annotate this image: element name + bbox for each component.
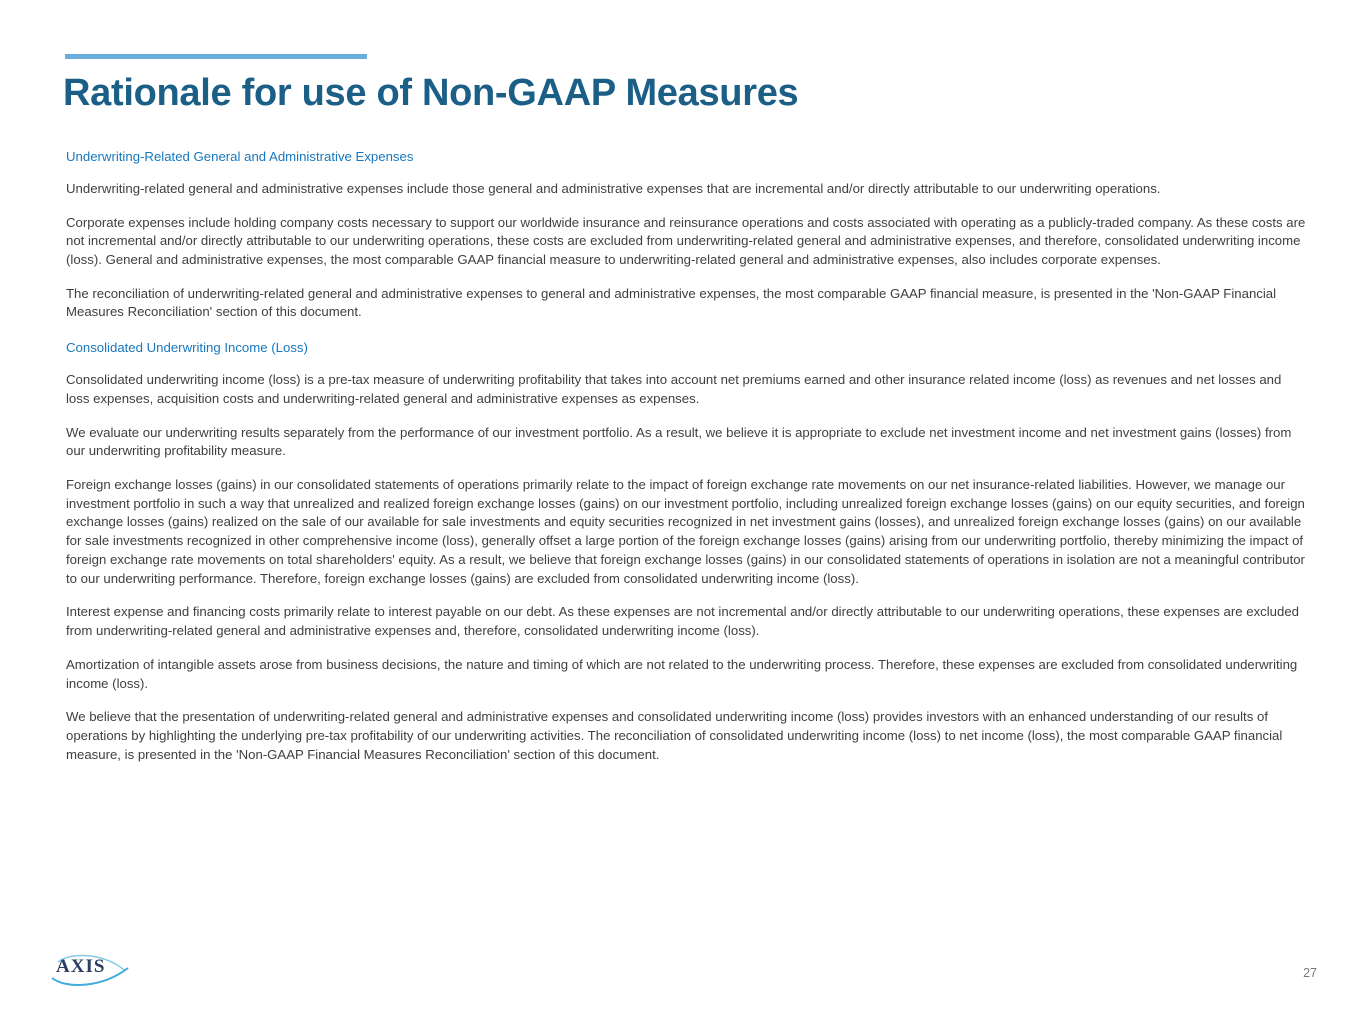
page-number: 27 — [1303, 966, 1317, 980]
svg-text:AXIS: AXIS — [56, 956, 106, 977]
section-heading: Consolidated Underwriting Income (Loss) — [66, 340, 308, 356]
paragraph: The reconciliation of underwriting-related general and administrative expenses to general and administrative expenses, the most comparable GAAP financial measure, is presented in the 'Non-GAAP Financial Measures Reconciliation' section of this document. — [66, 285, 1277, 320]
paragraph: Foreign exchange losses (gains) in our consolidated statements of operations primarily relate to the impact of foreign exchange rate movements on our net insurance-related liabilities. However, we manage our investment portfolio in such a way that unrealized and realized foreign exchange losses (gains) on our investment portfolio, including unrealized foreign exchange losses (gains) on our equity securities, and foreign exchange losses (gains) realized on the sale of our available for sale investments and equity securities recognized in net investment gains (losses), and unrealized foreign exchange losses (gains) on our available for sale investments recognized in other comprehensive income (loss), generally offset a large portion of the foreign exchange losses (gains) arising from our underwriting portfolio, thereby minimizing the impact of foreign exchange rate movements on total shareholders' equity. As a result, we believe that foreign exchange losses (gains) in our consolidated statements of operations in isolation are not a meaningful contributor to our underwriting performance. Therefore, foreign exchange losses (gains) are excluded from consolidated underwriting income (loss). — [66, 476, 1305, 586]
section-consolidated-underwriting-income — [66, 339, 1306, 764]
paragraph: We believe that the presentation of underwriting-related general and administrative expenses and consolidated underwriting income (loss) provides investors with an enhanced understanding of our results of operations by highlighting the underlying pre-tax profitability of our underwriting activities. The reconciliation of consolidated underwriting income (loss) to net income (loss), the most comparable GAAP financial measure, is presented in the 'Non-GAAP Financial Measures Reconciliation' section of this document. — [66, 709, 1283, 762]
paragraph: Corporate expenses include holding company costs necessary to support our worldwide insurance and reinsurance operations and costs associated with operating as a publicly-traded company. As these costs are not incremental and/or directly attributable to our underwriting operations, these costs are excluded from underwriting-related general and administrative expenses, and therefore, consolidated underwriting income (loss). General and administrative expenses, the most comparable GAAP financial measure to underwriting-related general and administrative expenses, also includes corporate expenses. — [66, 214, 1306, 268]
paragraph: Interest expense and financing costs primarily relate to interest payable on our debt. As these expenses are not incremental and/or directly attributable to our underwriting operations, these expenses are excluded from underwriting-related general and administrative expenses and, therefore, consolidated underwriting income (loss). — [66, 604, 1300, 639]
slide-body — [66, 148, 1306, 780]
paragraph: Consolidated underwriting income (loss) is a pre-tax measure of underwriting profitability that takes into account net premiums earned and other insurance related income (loss) as revenues and net losses and loss expenses, acquisition costs and underwriting-related general and administrative expenses as expenses. — [66, 372, 1282, 406]
page-title: Rationale for use of Non-GAAP Measures — [63, 72, 799, 114]
axis-logo — [50, 948, 136, 990]
paragraph: Underwriting-related general and administrative expenses include those general and administrative expenses that are incremental and/or directly attributable to our underwriting operations. — [66, 180, 1161, 196]
paragraph: Amortization of intangible assets arose from business decisions, the nature and timing of which are not related to the underwriting process. Therefore, these expenses are excluded from consolidated underwriting income (loss). — [66, 656, 1298, 691]
title-accent-bar — [65, 54, 367, 59]
section-underwriting-related-ga-expenses — [66, 148, 1306, 322]
paragraph: We evaluate our underwriting results separately from the performance of our investment portfolio. As a result, we believe it is appropriate to exclude net investment income and net investment gains (losses) from our underwriting profitability measure. — [66, 424, 1292, 459]
section-heading: Underwriting-Related General and Administrative Expenses — [66, 149, 414, 164]
